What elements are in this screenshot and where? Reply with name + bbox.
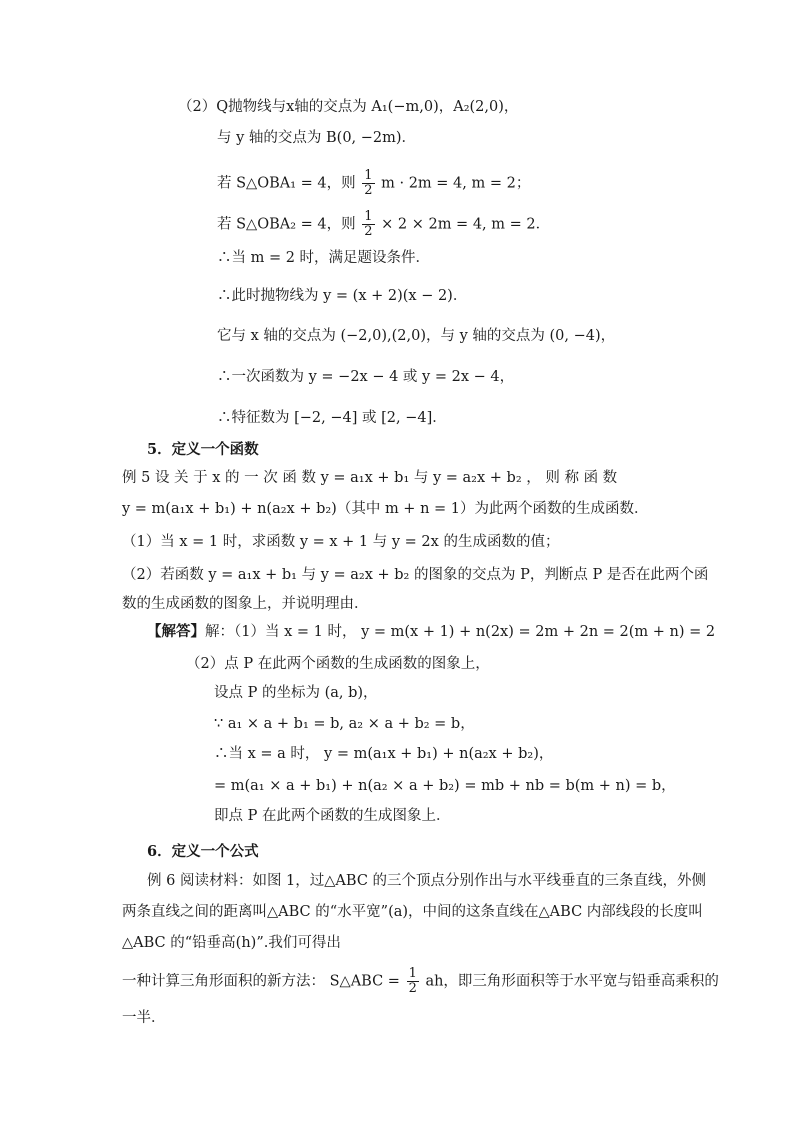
text-segment: 解：（1）当 x = 1 时， y = m(x + 1) + n(2x) = 2m + 2n = 2(m + n) = 2 bbox=[205, 624, 716, 640]
problem-text: 例 5 设 关 于 x 的 一 次 函 数 y = a₁x + b₁ 与 y = a₂x + b₂ ， 则 称 函 数 bbox=[122, 470, 618, 486]
solution-line bbox=[217, 169, 530, 198]
answer-label: 【解答】 bbox=[147, 623, 205, 640]
fraction-numerator: 1 bbox=[408, 966, 417, 981]
solution-line bbox=[217, 210, 550, 239]
section-heading: 5．定义一个函数 bbox=[147, 441, 259, 458]
fraction-denominator: 2 bbox=[408, 981, 417, 996]
problem-text: 例 6 阅读材料：如图 1，过△ABC 的三个顶点分别作出与水平线垂直的三条直线，外侧 bbox=[147, 873, 707, 889]
text-segment: ah，即三角形面积等于水平宽与铅垂高乘积的 bbox=[425, 973, 719, 990]
problem-text: 两条直线之间的距离叫△ABC 的“水平宽”(a)，中间的这条直线在△ABC 内部线段的长度叫 bbox=[122, 904, 703, 920]
solution-line: （2）Q抛物线与x轴的交点为 A₁(−m,0)，A₂(2,0)， bbox=[178, 99, 519, 115]
problem-text: 数的生成函数的图象上，并说明理由． bbox=[122, 596, 369, 612]
fraction-numerator: 1 bbox=[364, 209, 373, 224]
answer-line: 即点 P 在此两个函数的生成图象上． bbox=[214, 808, 451, 824]
fraction-one-half bbox=[362, 210, 374, 239]
solution-line: ∴此时抛物线为 y = (x + 2)(x − 2)． bbox=[217, 288, 468, 304]
solution-line: ∴当 m = 2 时，满足题设条件． bbox=[217, 250, 431, 266]
solution-line: 与 y 轴的交点为 B(0, −2m)． bbox=[217, 130, 417, 146]
problem-text: （2）若函数 y = a₁x + b₁ 与 y = a₂x + b₂ 的图象的交点为 P，判断点 P 是否在此两个函 bbox=[122, 567, 709, 583]
problem-text bbox=[122, 967, 719, 996]
problem-text: 一半． bbox=[122, 1010, 166, 1026]
fraction-denominator: 2 bbox=[364, 183, 373, 198]
problem-text: △ABC 的“铅垂高(h)”.我们可得出 bbox=[122, 935, 341, 951]
text-segment: 若 S△OBA₁ = 4，则 bbox=[217, 175, 356, 192]
solution-line: ∴一次函数为 y = −2x − 4 或 y = 2x − 4， bbox=[217, 369, 515, 385]
solution-line: 它与 x 轴的交点为 (−2,0),(2,0)，与 y 轴的交点为 (0, −4)， bbox=[217, 328, 616, 344]
answer-line: = m(a₁ × a + b₁) + n(a₂ × a + b₂) = mb + nb = b(m + n) = b， bbox=[214, 778, 676, 794]
answer-line: ∴当 x = a 时， y = m(a₁x + b₁) + n(a₂x + b₂)， bbox=[214, 746, 554, 762]
answer-line: （2）点 P 在此两个函数的生成函数的图象上， bbox=[186, 656, 490, 672]
text-segment: 一种计算三角形面积的新方法： S△ABC = bbox=[122, 973, 400, 990]
fraction-denominator: 2 bbox=[364, 224, 373, 239]
fraction-one-half bbox=[407, 967, 419, 996]
text-segment: × 2 × 2m = 4, m = 2． bbox=[381, 216, 551, 233]
answer-line bbox=[147, 622, 715, 642]
text-segment: m · 2m = 4, m = 2； bbox=[381, 175, 531, 192]
text-segment: 若 S△OBA₂ = 4，则 bbox=[217, 216, 356, 233]
fraction-numerator: 1 bbox=[364, 168, 373, 183]
fraction-one-half bbox=[362, 169, 374, 198]
answer-line: 设点 P 的坐标为 (a, b)， bbox=[214, 685, 378, 701]
solution-line: ∴特征数为 [−2, −4] 或 [2, −4]． bbox=[217, 410, 447, 426]
problem-text: （1）当 x = 1 时，求函数 y = x + 1 与 y = 2x 的生成函数的值； bbox=[122, 534, 560, 550]
answer-line: ∵ a₁ × a + b₁ = b, a₂ × a + b₂ = b， bbox=[214, 716, 475, 732]
problem-text: y = m(a₁x + b₁) + n(a₂x + b₂)（其中 m + n = 1）为此两个函数的生成函数． bbox=[122, 501, 649, 517]
section-heading: 6．定义一个公式 bbox=[147, 843, 259, 860]
